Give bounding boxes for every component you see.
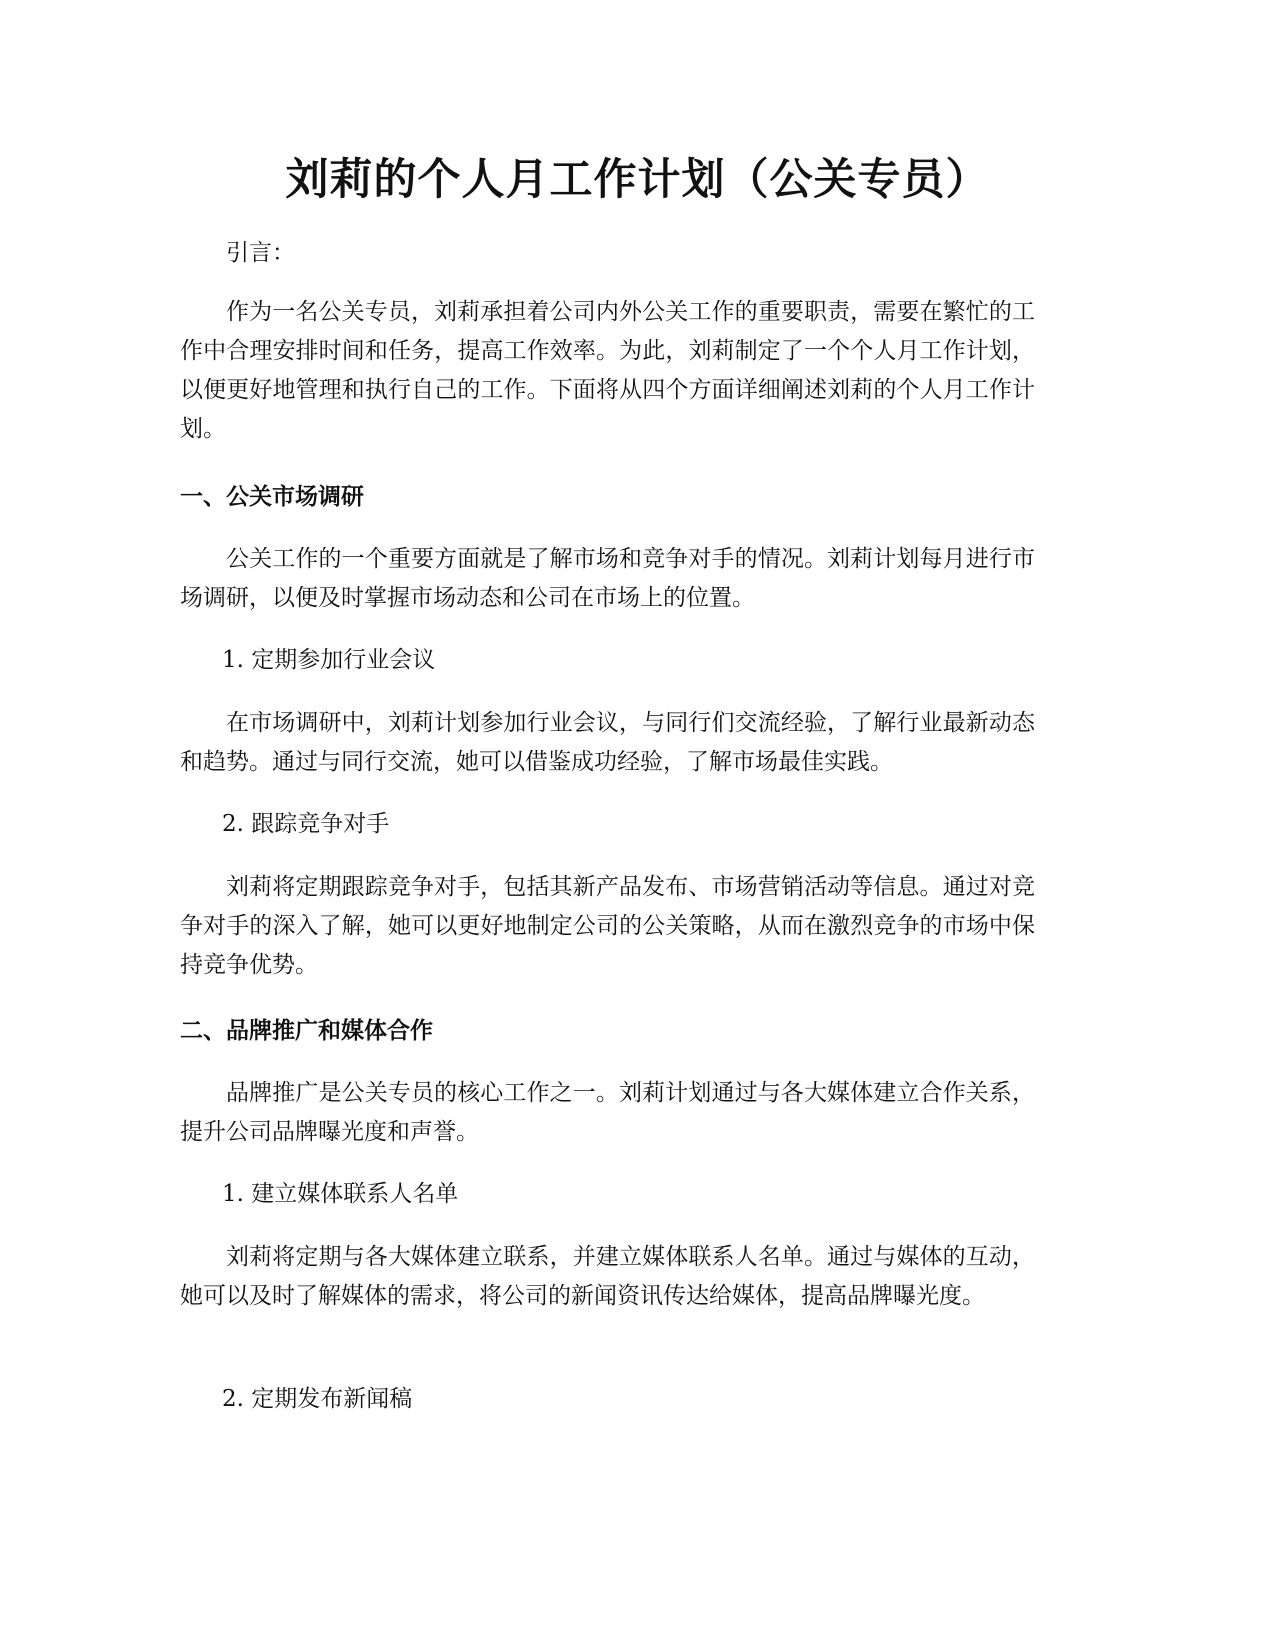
section2-item1-paragraph: 刘莉将定期与各大媒体建立联系，并建立媒体联系人名单。通过与媒体的互动，她可以及时了解媒体的需求，将公司的新闻资讯传达给媒体，提高品牌曝光度。: [180, 1244, 1035, 1309]
intro-label: 引言：: [226, 240, 295, 266]
intro-paragraph: 作为一名公关专员，刘莉承担着公司内外公关工作的重要职责，需要在繁忙的工作中合理安排时间和任务，提高工作效率。为此，刘莉制定了一个个人月工作计划，以便更好地管理和执行自己的工作。下面将从四个方面详细阐述刘莉的个人月工作计划。: [180, 299, 1035, 442]
document-title: 刘莉的个人月工作计划（公关专员）: [285, 155, 990, 205]
section1-item1-title: 1. 定期参加行业会议: [222, 647, 436, 673]
section1-item2-paragraph: 刘莉将定期跟踪竞争对手，包括其新产品发布、市场营销活动等信息。通过对竞争对手的深入了解，她可以更好地制定公司的公关策略，从而在激烈竞争的市场中保持竞争优势。: [180, 874, 1035, 978]
section1-intro-paragraph: 公关工作的一个重要方面就是了解市场和竞争对手的情况。刘莉计划每月进行市场调研，以便及时掌握市场动态和公司在市场上的位置。: [180, 546, 1035, 611]
section2-item2-title: 2. 定期发布新闻稿: [222, 1386, 413, 1412]
section-heading-market-research: 一、公关市场调研: [180, 484, 364, 510]
section2-item1-title: 1. 建立媒体联系人名单: [222, 1181, 459, 1207]
section1-item2-title: 2. 跟踪竞争对手: [222, 811, 390, 837]
section2-intro-paragraph: 品牌推广是公关专员的核心工作之一。刘莉计划通过与各大媒体建立合作关系，提升公司品牌曝光度和声誉。: [180, 1080, 1035, 1145]
section1-item1-paragraph: 在市场调研中，刘莉计划参加行业会议，与同行们交流经验，了解行业最新动态和趋势。通过与同行交流，她可以借鉴成功经验，了解市场最佳实践。: [180, 710, 1035, 775]
section-heading-brand-media: 二、品牌推广和媒体合作: [180, 1018, 433, 1044]
